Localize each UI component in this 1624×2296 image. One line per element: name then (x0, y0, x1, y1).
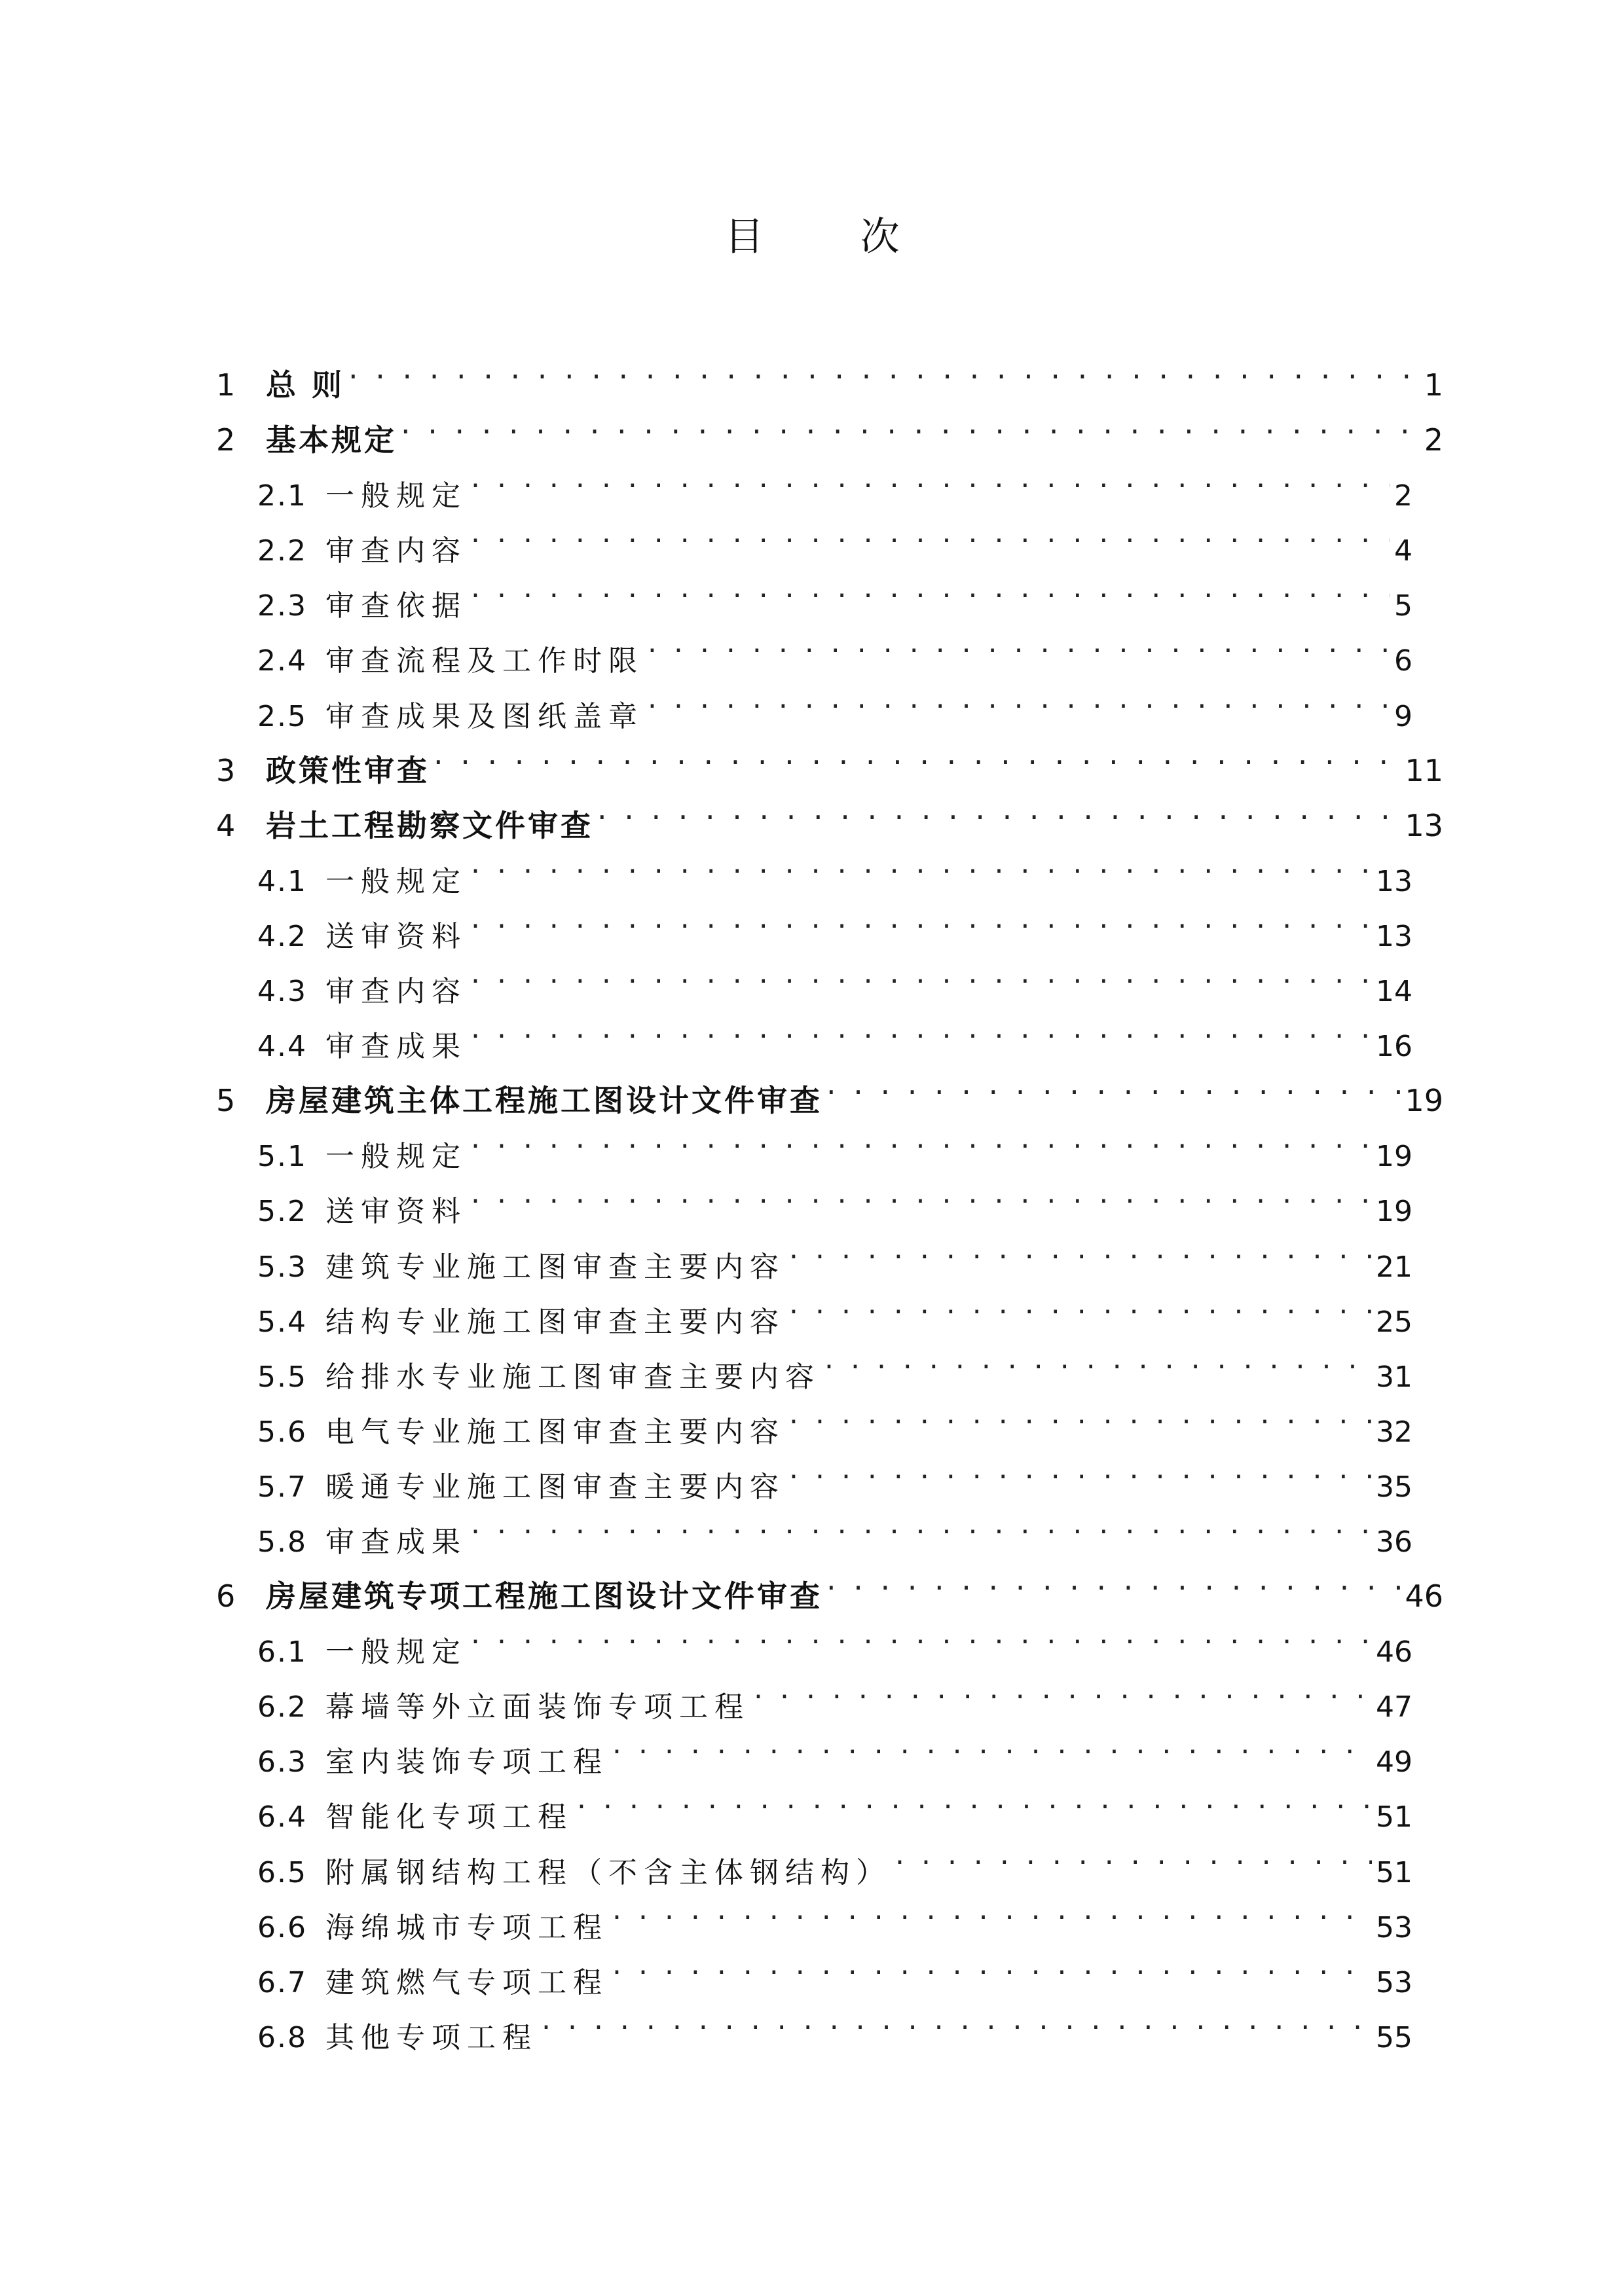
toc-section-entry[interactable] (257, 1442, 1412, 1504)
toc-entry-number: 2 (216, 422, 236, 458)
toc-entry-page-number: 2 (1424, 422, 1443, 458)
toc-entry-title: 电气专业施工图审查主要内容 (325, 1415, 785, 1449)
toc-entry-number: 5 (216, 1083, 236, 1119)
toc-entry-page-number: 9 (1394, 699, 1412, 733)
toc-entry-number: 5.1 (257, 1140, 307, 1174)
toc-section-entry[interactable] (257, 1111, 1412, 1174)
toc-entry-page-number: 49 (1376, 1745, 1412, 1779)
toc-entry-page-number: 46 (1405, 1578, 1443, 1614)
toc-entry-number: 5.6 (257, 1415, 307, 1449)
toc-entry-title: 暖通专业施工图审查主要内容 (325, 1470, 785, 1504)
toc-entry-title: 审查流程及工作时限 (325, 644, 644, 678)
toc-entry-page-number: 5 (1394, 589, 1412, 623)
toc-entry-number: 3 (216, 752, 236, 788)
toc-entry-page-number: 36 (1376, 1525, 1412, 1559)
toc-entry-page-number: 51 (1376, 1855, 1412, 1889)
toc-entry-page-number: 21 (1376, 1250, 1412, 1284)
toc-entry-number: 6.8 (257, 2020, 307, 2054)
toc-section-entry[interactable] (257, 1497, 1412, 1559)
toc-dot-leader (895, 1827, 1372, 1882)
toc-entry-number: 2.2 (257, 534, 307, 568)
toc-entry-page-number: 31 (1376, 1360, 1412, 1394)
toc-entry-number: 4.2 (257, 919, 307, 953)
toc-entry-number: 6.7 (257, 1965, 307, 1999)
toc-entry-number: 5.5 (257, 1360, 307, 1394)
toc-section-entry[interactable] (257, 615, 1412, 678)
toc-dot-leader (471, 1001, 1372, 1056)
toc-entry-page-number: 46 (1376, 1635, 1412, 1669)
toc-entry-number: 6.3 (257, 1745, 307, 1779)
toc-section-entry[interactable] (257, 1387, 1412, 1449)
toc-section-entry[interactable] (257, 836, 1412, 898)
toc-dot-leader (824, 1332, 1372, 1387)
toc-entry-number: 2.1 (257, 479, 307, 513)
toc-entry-page-number: 55 (1376, 2020, 1412, 2054)
toc-entry-title: 房屋建筑主体工程施工图设计文件审查 (266, 1083, 822, 1119)
toc-entry-number: 6.5 (257, 1855, 307, 1889)
toc-dot-leader (471, 560, 1390, 615)
toc-entry-number: 5.2 (257, 1195, 307, 1229)
toc-entry-page-number: 35 (1376, 1470, 1412, 1504)
toc-dot-leader (612, 1717, 1372, 1772)
toc-dot-leader (789, 1277, 1372, 1332)
toc-entry-title: 审查内容 (325, 534, 467, 568)
toc-entry-title: 一般规定 (325, 479, 467, 513)
toc-entry-number: 1 (216, 367, 236, 403)
toc-dot-leader (471, 1497, 1372, 1552)
toc-entry-title: 审查成果 (325, 1525, 467, 1559)
toc-entry-page-number: 32 (1376, 1415, 1412, 1449)
toc-entry-title: 总 则 (266, 367, 345, 403)
toc-dot-leader (577, 1772, 1372, 1827)
toc-dot-leader (471, 1111, 1372, 1166)
toc-dot-leader (648, 615, 1390, 670)
page-title: 目 次 (724, 214, 942, 260)
toc-dot-leader (434, 726, 1401, 781)
toc-entry-title: 幕墙等外立面装饰专项工程 (325, 1690, 750, 1724)
toc-entry-number: 2.4 (257, 644, 307, 678)
toc-entry-page-number: 51 (1376, 1800, 1412, 1834)
toc-section-entry[interactable] (257, 1166, 1412, 1229)
toc-dot-leader (648, 671, 1390, 726)
toc-entry-title: 审查成果及图纸盖章 (325, 699, 644, 733)
toc-entry-number: 5.3 (257, 1250, 307, 1284)
toc-entry-title: 海绵城市专项工程 (325, 1910, 608, 1944)
toc-entry-page-number: 13 (1376, 919, 1412, 953)
toc-entry-title: 室内装饰专项工程 (325, 1745, 608, 1779)
toc-section-entry[interactable] (257, 560, 1412, 623)
toc-dot-leader (789, 1442, 1372, 1497)
toc-entry-page-number: 11 (1405, 752, 1443, 788)
toc-section-entry[interactable] (257, 505, 1412, 568)
toc-dot-leader (471, 1166, 1372, 1221)
toc-entry-number: 6.2 (257, 1690, 307, 1724)
toc-entry-page-number: 47 (1376, 1690, 1412, 1724)
toc-dot-leader (471, 891, 1372, 946)
toc-dot-leader (612, 1937, 1372, 1992)
toc-entry-number: 4.3 (257, 975, 307, 1009)
toc-entry-title: 建筑燃气专项工程 (325, 1965, 608, 1999)
toc-dot-leader (348, 340, 1420, 395)
toc-section-entry[interactable] (257, 1662, 1412, 1724)
toc-section-entry[interactable] (257, 1332, 1412, 1394)
toc-dot-leader (542, 1992, 1372, 2047)
toc-section-entry[interactable] (257, 1937, 1412, 1999)
toc-entry-title: 基本规定 (266, 422, 397, 458)
toc-entry-title: 建筑专业施工图审查主要内容 (325, 1250, 785, 1284)
toc-section-entry[interactable] (257, 1827, 1412, 1889)
toc-dot-leader (597, 781, 1401, 836)
toc-section-entry[interactable] (257, 1882, 1412, 1944)
toc-entry-number: 2.5 (257, 699, 307, 733)
toc-dot-leader (612, 1882, 1372, 1937)
toc-chapter-entry[interactable] (216, 1552, 1443, 1614)
toc-dot-leader (789, 1222, 1372, 1277)
toc-entry-page-number: 19 (1405, 1083, 1443, 1119)
toc-entry-number: 6.4 (257, 1800, 307, 1834)
toc-section-entry[interactable] (257, 891, 1412, 953)
toc-section-entry[interactable] (257, 671, 1412, 733)
toc-entry-number: 6.6 (257, 1910, 307, 1944)
toc-entry-page-number: 19 (1376, 1140, 1412, 1174)
toc-dot-leader (826, 1552, 1401, 1607)
toc-entry-title: 审查成果 (325, 1030, 467, 1064)
toc-entry-title: 审查内容 (325, 975, 467, 1009)
toc-section-entry[interactable] (257, 450, 1412, 513)
toc-list (0, 340, 1624, 2054)
toc-entry-page-number: 14 (1376, 975, 1412, 1009)
toc-chapter-entry[interactable] (216, 726, 1443, 788)
toc-entry-title: 一般规定 (325, 1140, 467, 1174)
toc-chapter-entry[interactable] (216, 1056, 1443, 1119)
toc-dot-leader (471, 836, 1372, 891)
toc-chapter-entry[interactable] (216, 340, 1443, 403)
toc-dot-leader (789, 1387, 1372, 1442)
toc-entry-page-number: 19 (1376, 1195, 1412, 1229)
toc-section-entry[interactable] (257, 1772, 1412, 1834)
toc-section-entry[interactable] (257, 1992, 1412, 2054)
toc-entry-title: 一般规定 (325, 1635, 467, 1669)
toc-dot-leader (471, 1607, 1372, 1662)
toc-entry-title: 附属钢结构工程（不含主体钢结构） (325, 1855, 891, 1889)
toc-entry-title: 给排水专业施工图审查主要内容 (325, 1360, 821, 1394)
toc-entry-page-number: 6 (1394, 644, 1412, 678)
toc-section-entry[interactable] (257, 1222, 1412, 1284)
toc-entry-number: 6.1 (257, 1635, 307, 1669)
toc-entry-number: 5.8 (257, 1525, 307, 1559)
toc-dot-leader (471, 946, 1372, 1001)
toc-entry-title: 一般规定 (325, 864, 467, 898)
toc-dot-leader (471, 450, 1390, 505)
toc-dot-leader (826, 1056, 1401, 1111)
toc-entry-number: 4.1 (257, 864, 307, 898)
toc-entry-title: 智能化专项工程 (325, 1800, 573, 1834)
toc-section-entry[interactable] (257, 1277, 1412, 1339)
toc-entry-page-number: 53 (1376, 1910, 1412, 1944)
toc-entry-page-number: 13 (1405, 807, 1443, 843)
toc-dot-leader (754, 1662, 1372, 1717)
toc-entry-page-number: 16 (1376, 1030, 1412, 1064)
toc-entry-page-number: 2 (1394, 479, 1412, 513)
toc-entry-title: 结构专业施工图审查主要内容 (325, 1305, 785, 1339)
toc-entry-title: 送审资料 (325, 1195, 467, 1229)
toc-entry-title: 岩土工程勘察文件审查 (266, 807, 593, 843)
toc-entry-title: 送审资料 (325, 919, 467, 953)
toc-section-entry[interactable] (257, 946, 1412, 1009)
toc-dot-leader (471, 505, 1390, 560)
toc-entry-page-number: 1 (1424, 367, 1443, 403)
toc-entry-title: 政策性审查 (266, 752, 430, 788)
toc-entry-number: 2.3 (257, 589, 307, 623)
toc-chapter-entry[interactable] (216, 781, 1443, 843)
toc-entry-title: 其他专项工程 (325, 2020, 538, 2054)
toc-entry-number: 6 (216, 1578, 236, 1614)
toc-entry-title: 房屋建筑专项工程施工图设计文件审查 (266, 1578, 822, 1614)
toc-entry-title: 审查依据 (325, 589, 467, 623)
toc-section-entry[interactable] (257, 1607, 1412, 1669)
toc-dot-leader (401, 395, 1420, 450)
toc-entry-number: 4.4 (257, 1030, 307, 1064)
toc-section-entry[interactable] (257, 1001, 1412, 1064)
toc-entry-page-number: 13 (1376, 864, 1412, 898)
toc-section-entry[interactable] (257, 1717, 1412, 1779)
toc-chapter-entry[interactable] (216, 395, 1443, 458)
toc-entry-page-number: 53 (1376, 1965, 1412, 1999)
toc-entry-page-number: 4 (1394, 534, 1412, 568)
toc-entry-number: 5.4 (257, 1305, 307, 1339)
toc-entry-page-number: 25 (1376, 1305, 1412, 1339)
toc-entry-number: 4 (216, 807, 236, 843)
toc-entry-number: 5.7 (257, 1470, 307, 1504)
